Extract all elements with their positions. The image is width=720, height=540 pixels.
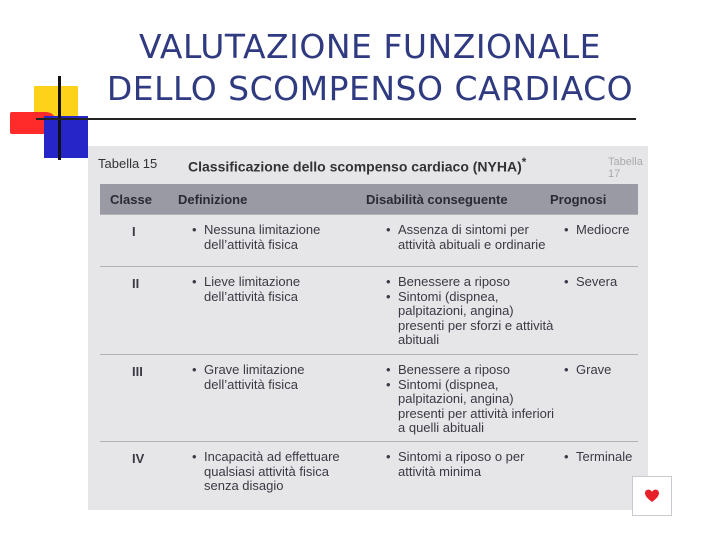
row-disabilita (382, 363, 557, 436)
row-disabilita-item: • Benessere a riposo (398, 363, 557, 378)
row-disabilita-item: • Sintomi a riposo o per attività minima (398, 450, 557, 479)
row-classe: II (132, 276, 140, 291)
table-title (188, 156, 526, 175)
row-definizione (188, 275, 363, 304)
row-definizione (188, 450, 363, 494)
table-row (100, 266, 638, 355)
row-classe: III (132, 364, 143, 379)
header-disabilita: Disabilità conseguente (366, 192, 508, 207)
row-disabilita (382, 223, 557, 252)
table-row (100, 214, 638, 267)
row-definizione (188, 223, 363, 252)
row-classe: I (132, 224, 136, 239)
table-ghost-text: Tabella 17 (608, 156, 643, 180)
table-title-mark: * (521, 156, 527, 169)
row-prognosi-item: • Severa (576, 275, 638, 290)
table-caption (98, 152, 643, 180)
row-prognosi-item: • Grave (576, 363, 638, 378)
header-prognosi: Prognosi (550, 192, 607, 207)
row-prognosi (560, 450, 638, 465)
header-definizione: Definizione (178, 192, 248, 207)
row-disabilita (382, 275, 557, 348)
row-prognosi-item: • Mediocre (576, 223, 638, 238)
row-classe: IV (132, 451, 145, 466)
row-definizione-item: • Nessuna limitazione dell’attività fisica (204, 223, 363, 252)
slide-title-line1: VALUTAZIONE FUNZIONALE (138, 27, 602, 66)
heart-icon (644, 488, 660, 504)
table-row (100, 441, 638, 508)
row-disabilita (382, 450, 557, 479)
row-disabilita-item: • Sintomi (dispnea, palpitazioni, angina) presenti per attività inferiori a quelli abituali (398, 378, 557, 436)
decor-blue-square (44, 116, 88, 158)
row-definizione-item: • Incapacità ad effettuare qualsiasi attività fisica senza disagio (204, 450, 363, 494)
row-prognosi (560, 223, 638, 238)
row-disabilita-item: • Sintomi (dispnea, palpitazioni, angina) presenti per sforzi e attività abituali (398, 290, 557, 348)
title-underline (36, 118, 636, 120)
row-prognosi (560, 363, 638, 378)
slide-title (100, 26, 640, 110)
row-prognosi (560, 275, 638, 290)
row-prognosi-item: • Terminale (576, 450, 638, 465)
row-definizione-item: • Grave limitazione dell’attività fisica (204, 363, 363, 392)
row-definizione-item: • Lieve limitazione dell’attività fisica (204, 275, 363, 304)
row-disabilita-item: • Assenza di sintomi per attività abituali e ordinarie (398, 223, 557, 252)
heart-nav-button[interactable] (632, 476, 672, 516)
slide-title-line2: DELLO SCOMPENSO CARDIACO (106, 69, 634, 108)
row-definizione (188, 363, 363, 392)
table-row (100, 354, 638, 442)
table-title-text: Classificazione dello scompenso cardiaco (NYHA) (188, 158, 522, 175)
nyha-table-image (88, 146, 648, 510)
table-header (100, 184, 638, 214)
header-classe: Classe (110, 192, 152, 207)
table-number: Tabella 15 (98, 156, 158, 171)
row-disabilita-item: • Benessere a riposo (398, 275, 557, 290)
